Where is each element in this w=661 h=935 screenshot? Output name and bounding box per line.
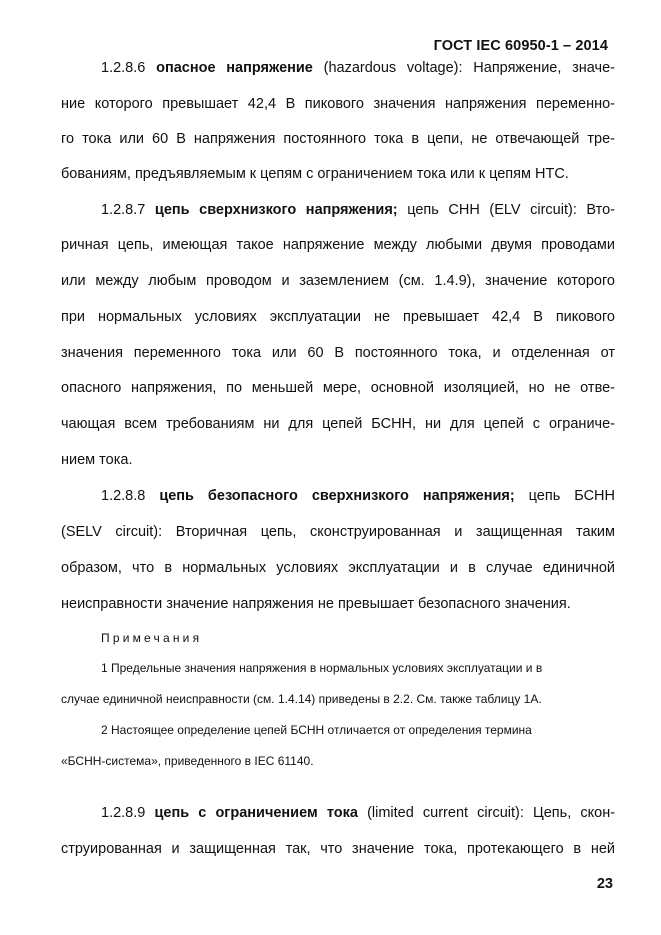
page-number: 23 [596,876,613,892]
paragraph-2-line-4: при нормальных условиях эксплуатации не превышает 42,4 В пикового [61,309,615,325]
clause-text: цепь БСНН [528,488,615,504]
clause-number: 1.2.8.9 [101,805,146,821]
paragraph-2-line-1 [101,200,615,220]
clause-term: цепь с ограничением тока [154,805,358,821]
paragraph-4-line-2: струированная и защищенная так, что значение тока, протекающего в ней [61,841,615,857]
paragraph-2-line-8: нием тока. [61,452,133,468]
clause-term: цепь сверхнизкого напряжения; [154,202,398,218]
clause-number: 1.2.8.7 [101,202,146,218]
clause-number: 1.2.8.6 [101,60,146,76]
paragraph-2-line-2: ричная цепь, имеющая такое напряжение между любыми двумя проводами [61,237,615,253]
note-1-line-1: 1 Предельные значения напряжения в нормальных условиях эксплуатации и в [101,661,543,675]
clause-term: опасное напряжение [156,60,313,76]
paragraph-3-line-2: (SELV circuit): Вторичная цепь, сконструированная и защищенная таким [61,524,615,540]
clause-term: цепь безопасного сверхнизкого напряжения; [159,488,515,504]
clause-text: (hazardous voltage): Напряжение, значе- [323,60,615,76]
paragraph-3-line-3: образом, что в нормальных условиях эксплуатации и в случае единичной [61,560,615,576]
notes-heading: Примечания [101,631,203,645]
clause-text: цепь СНН (ELV circuit): Вто- [407,202,615,218]
clause-text: (limited current circuit): Цепь, скон- [367,805,615,821]
note-2-line-1: 2 Настоящее определение цепей БСНН отличается от определения термина [101,723,532,737]
paragraph-3-line-4: неисправности значение напряжения не превышает безопасного значения. [61,596,571,612]
paragraph-2-line-5: значения переменного тока или 60 В постоянного тока, и отделенная от [61,345,615,361]
clause-number: 1.2.8.8 [101,488,146,504]
note-1-line-2: случае единичной неисправности (см. 1.4.14) приведены в 2.2. См. также таблицу 1А. [61,692,542,706]
paragraph-2-line-3: или между любым проводом и заземлением (см. 1.4.9), значение которого [61,273,615,289]
paragraph-1-line-2: ние которого превышает 42,4 В пикового значения напряжения переменно- [61,96,615,112]
paragraph-1-line-3: го тока или 60 В напряжения постоянного тока в цепи, не отвечающей тре- [61,131,615,147]
paragraph-2-line-7: чающая всем требованиям ни для цепей БСНН, ни для цепей с ограниче- [61,416,615,432]
paragraph-1-line-4: бованиям, предъявляемым к цепям с ограничением тока или к цепям НТС. [61,166,569,182]
paragraph-4-line-1 [101,803,615,823]
document-header: ГОСТ IEC 60950-1 – 2014 [433,38,608,54]
paragraph-3-line-1 [101,486,615,506]
note-2-line-2: «БСНН-система», приведенного в IEC 61140. [61,754,314,768]
paragraph-1-line-1 [101,58,615,78]
paragraph-2-line-6: опасного напряжения, по меньшей мере, основной изоляцией, но не отве- [61,380,615,396]
